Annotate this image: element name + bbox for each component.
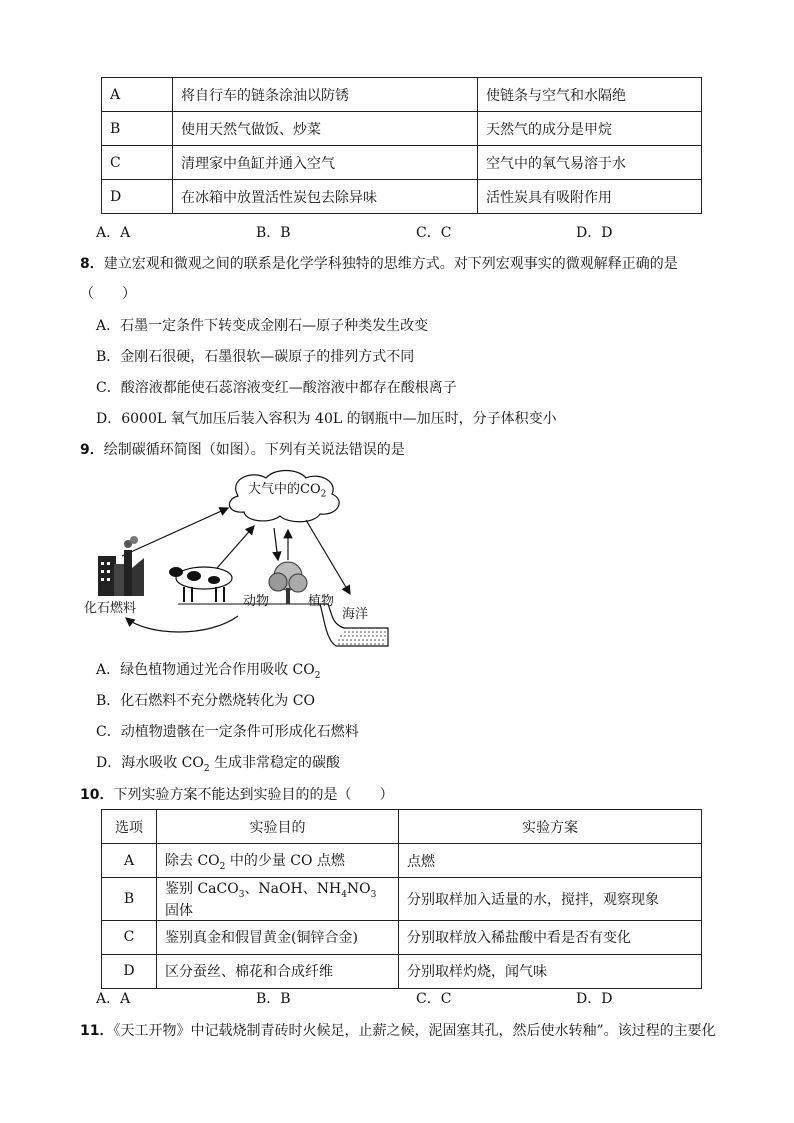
option-c[interactable]: C．C bbox=[416, 225, 452, 241]
arrow-remains-to-fossil bbox=[126, 616, 238, 632]
q10-stem-text: 下列实验方案不能达到实验目的的是（ ） bbox=[113, 787, 394, 803]
table-row bbox=[102, 112, 702, 146]
q7-cell: 清理家中鱼缸并通入空气 bbox=[173, 146, 478, 180]
q11-number: 11． bbox=[80, 1023, 114, 1039]
q9-option-a[interactable] bbox=[96, 659, 320, 681]
opt-cell: A bbox=[102, 844, 157, 878]
q8-blank: （ ） bbox=[80, 286, 136, 302]
arrow-air-to-plant bbox=[274, 528, 278, 560]
plan-cell: 分别取样灼烧，闻气味 bbox=[399, 954, 702, 988]
q7-table bbox=[101, 77, 702, 214]
q8-option-b[interactable]: B．金刚石很硬，石墨很软—碳原子的排列方式不同 bbox=[96, 349, 415, 365]
q8-stem-text: 建立宏观和微观之间的联系是化学学科独特的思维方式。对下列宏观事实的微观解释正确的是 bbox=[103, 256, 678, 272]
q8-option-d[interactable]: D．6000L 氧气加压后装入容积为 40L 的钢瓶中—加压时，分子体积变小 bbox=[96, 411, 557, 427]
goal-sub: 3 bbox=[238, 889, 245, 900]
q7-cell: 活性炭具有吸附作用 bbox=[478, 180, 702, 214]
q7-options bbox=[96, 222, 736, 242]
goal-sub: 2 bbox=[219, 861, 226, 872]
q9-option-a-text: A．绿色植物通过光合作用吸收 CO bbox=[96, 662, 315, 678]
q8-option-c[interactable]: C．酸溶液都能使石蕊溶液变红—酸溶液中都存在酸根离子 bbox=[96, 380, 457, 396]
q10-number: 10． bbox=[80, 787, 114, 803]
table-row bbox=[102, 78, 702, 112]
cloud-label-text: 大气中的CO bbox=[248, 482, 321, 497]
option-c[interactable]: C．C bbox=[416, 991, 452, 1007]
q10-stem bbox=[80, 784, 393, 804]
arrow-air-to-ocean bbox=[306, 520, 350, 594]
table-row bbox=[102, 180, 702, 214]
q7-cell: 将自行车的链条涂油以防锈 bbox=[173, 78, 478, 112]
q9-option-d[interactable] bbox=[96, 752, 340, 774]
q9-option-a-sub: 2 bbox=[314, 670, 321, 681]
goal-sub-3: 3 bbox=[370, 889, 377, 900]
q7-cell: 天然气的成分是甲烷 bbox=[478, 112, 702, 146]
goal-text-4: 固体 bbox=[165, 902, 193, 919]
option-d[interactable]: D．D bbox=[576, 225, 613, 241]
q8-number: 8． bbox=[80, 256, 104, 272]
plan-cell: 点燃 bbox=[399, 844, 702, 878]
plant-label: 植物 bbox=[308, 594, 335, 609]
table-header-row bbox=[102, 810, 702, 844]
q7-cell: D bbox=[102, 180, 173, 214]
q10-table bbox=[101, 809, 702, 989]
header-cell: 实验目的 bbox=[157, 810, 399, 844]
q7-cell: 使链条与空气和水隔绝 bbox=[478, 78, 702, 112]
q11-stem bbox=[80, 1020, 716, 1040]
option-b[interactable]: B．B bbox=[256, 225, 291, 241]
table-row bbox=[102, 844, 702, 878]
goal-text-2: 中的少量 CO 点燃 bbox=[225, 852, 345, 869]
q8-option-a[interactable]: A．石墨一定条件下转变成金刚石—原子种类发生改变 bbox=[96, 318, 429, 334]
arrow-fossil-to-air bbox=[122, 508, 228, 556]
q7-cell: B bbox=[102, 112, 173, 146]
cloud-label-sub: 2 bbox=[320, 489, 327, 500]
goal-text-3: NO bbox=[346, 881, 371, 897]
cloud-label bbox=[248, 478, 326, 500]
factory-icon bbox=[98, 536, 144, 596]
option-a[interactable]: A．A bbox=[96, 225, 131, 241]
table-row bbox=[102, 954, 702, 988]
q9-option-c[interactable]: C．动植物遗骸在一定条件可形成化石燃料 bbox=[96, 724, 359, 740]
plan-cell: 分别取样加入适量的水，搅拌，观察现象 bbox=[399, 878, 702, 921]
fossil-label: 化石燃料 bbox=[84, 601, 137, 616]
plan-cell: 分别取样放入稀盐酸中看是否有变化 bbox=[399, 920, 702, 954]
header-cell: 选项 bbox=[102, 810, 157, 844]
tree-icon bbox=[269, 562, 307, 604]
option-d[interactable]: D．D bbox=[576, 991, 613, 1007]
ocean-label: 海洋 bbox=[342, 607, 369, 622]
q7-cell: C bbox=[102, 146, 173, 180]
goal-cell: 鉴别真金和假冒黄金(铜锌合金) bbox=[157, 920, 399, 954]
goal-cell: 区分蚕丝、棉花和合成纤维 bbox=[157, 954, 399, 988]
opt-cell: D bbox=[102, 954, 157, 988]
header-cell: 实验方案 bbox=[399, 810, 702, 844]
opt-cell: C bbox=[102, 920, 157, 954]
table-row bbox=[102, 146, 702, 180]
goal-cell bbox=[157, 844, 399, 878]
q8-stem bbox=[80, 253, 678, 273]
table-row bbox=[102, 878, 702, 921]
goal-text: 除去 CO bbox=[165, 852, 220, 869]
opt-cell: B bbox=[102, 878, 157, 921]
q7-cell: A bbox=[102, 78, 173, 112]
q10-options bbox=[96, 988, 736, 1008]
q7-cell: 空气中的氧气易溶于水 bbox=[478, 146, 702, 180]
q7-cell: 使用天然气做饭、炒菜 bbox=[173, 112, 478, 146]
q9-option-d-sub: 2 bbox=[203, 763, 210, 774]
goal-text-2: 、NaOH、NH bbox=[244, 881, 342, 897]
goal-sub-2: 4 bbox=[341, 889, 347, 900]
q9-option-d-text: D．海水吸收 CO bbox=[96, 755, 204, 771]
option-b[interactable]: B．B bbox=[256, 991, 291, 1007]
q9-stem bbox=[80, 439, 405, 459]
goal-cell bbox=[157, 878, 399, 921]
q7-cell: 在冰箱中放置活性炭包去除异味 bbox=[173, 180, 478, 214]
animal-label: 动物 bbox=[243, 594, 270, 609]
table-row bbox=[102, 920, 702, 954]
q9-number: 9． bbox=[80, 442, 104, 458]
goal-text: 鉴别 CaCO bbox=[165, 881, 239, 897]
option-a[interactable]: A．A bbox=[96, 991, 131, 1007]
q11-stem-text: 《天工开物》中记载烧制青砖时火候足，止薪之候，泥固塞其孔，然后使水转釉”。该过程的主要化 bbox=[113, 1023, 716, 1039]
q9-option-b[interactable]: B．化石燃料不充分燃烧转化为 CO bbox=[96, 693, 315, 709]
q9-option-d-text-2: 生成非常稳定的碳酸 bbox=[209, 755, 341, 771]
q9-stem-text: 绘制碳循环简图（如图）。下列有关说法错误的是 bbox=[103, 442, 405, 458]
